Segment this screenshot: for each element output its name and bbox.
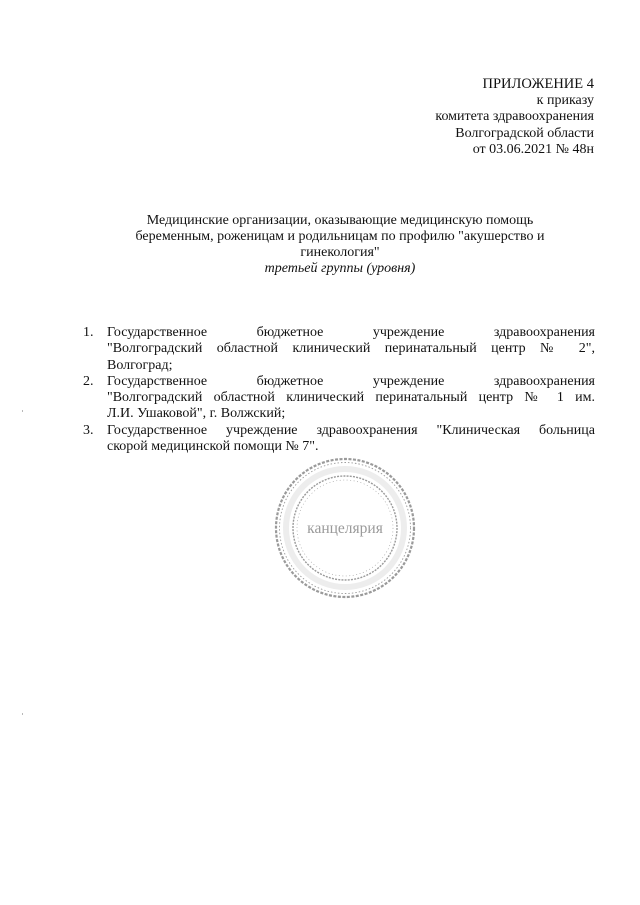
- scan-mark: [22, 410, 23, 412]
- title-line-3: гинекология": [300, 245, 380, 260]
- region-label: Волгоградской области: [455, 125, 594, 141]
- office-stamp: [272, 455, 418, 601]
- list-item-line: Волгоград;: [107, 357, 173, 373]
- list-item: [83, 423, 595, 456]
- list-item-number: 3.: [83, 422, 94, 438]
- document-subtitle: третьей группы (уровня): [264, 261, 416, 276]
- date-number-label: от 03.06.2021 № 48н: [472, 142, 594, 157]
- list-item-line: Государственное бюджетное учреждение здравоохранения: [107, 325, 595, 340]
- list-item-line: "Волгоградский областной клинический перинатальный центр № 2",: [107, 341, 595, 357]
- list-item-line: скорой медицинской помощи № 7".: [107, 439, 319, 455]
- list-item-line: Государственное бюджетное учреждение здравоохранения: [107, 373, 595, 389]
- list-item-number: 1.: [83, 325, 94, 340]
- list-item-line: Л.И. Ушаковой", г. Волжский;: [107, 406, 286, 422]
- list-item-number: 2.: [83, 373, 94, 389]
- list-item: [83, 325, 595, 374]
- committee-label: комитета здравоохранения: [435, 109, 594, 124]
- title-line-2: беременным, роженицам и родильницам по профилю "акушерство и: [135, 229, 545, 244]
- list-item-line: Государственное учреждение здравоохранения "Клиническая больница: [107, 422, 595, 438]
- order-label: к приказу: [536, 92, 594, 108]
- organization-list: [83, 325, 595, 455]
- title-line-1: Медицинские организации, оказывающие медицинскую помощь: [146, 213, 534, 228]
- header-block: [334, 76, 594, 159]
- list-item-line: "Волгоградский областной клинический перинатальный центр № 1 им.: [107, 390, 595, 406]
- annex-label: ПРИЛОЖЕНИЕ 4: [482, 76, 594, 92]
- list-item: [83, 374, 595, 423]
- scan-mark: [22, 713, 23, 715]
- stamp-text: канцелярия: [307, 520, 383, 537]
- document-title: [100, 213, 580, 277]
